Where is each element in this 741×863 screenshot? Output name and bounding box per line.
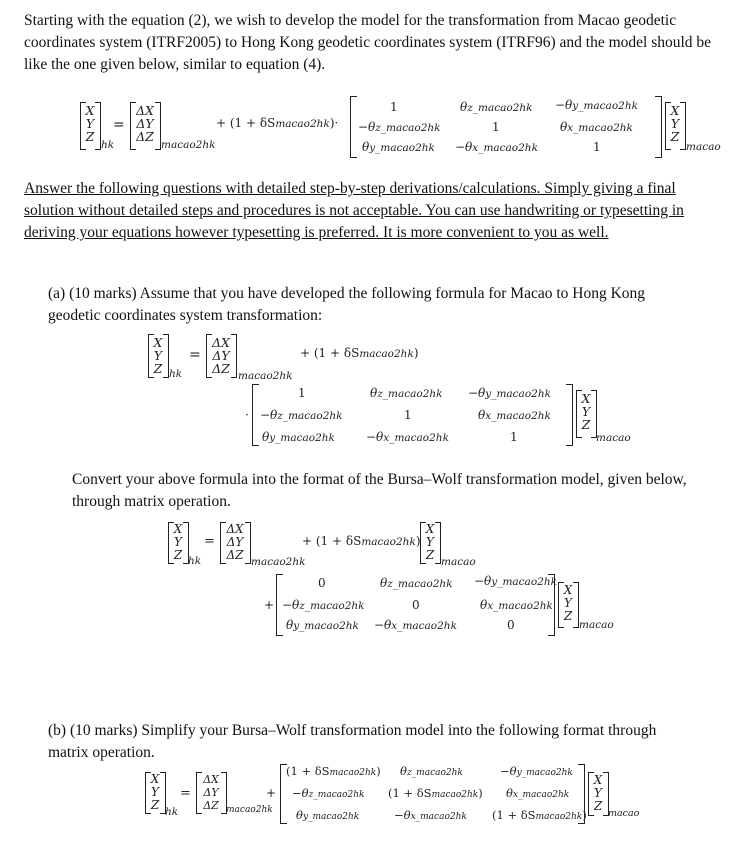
intro-paragraph: Starting with the equation (2), we wish to develop the model for the transformation from Macao geodetic coordinates system (ITRF2005) to Hong Kong geodetic coordinates system (ITRF96) and the model should be like the one given below, similar to equation (4). <box>24 12 712 73</box>
equation-part-a: X Y Z hk = ΔX ΔY ΔZ macao2hk + (1 + δSmacao2hk) · 1 θz_macao2hk −θy_macao2hk −θz_macao2hk 1 θx_macao2hk θy_macao2hk −θx_macao2hk 1 X Y Z macao <box>0 330 741 455</box>
equation-model: X Y Z hk = ΔX ΔY ΔZ macao2hk + (1 + δSmacao2hk)· 1 θz_macao2hk −θy_macao2hk −θz_macao2hk 1 θx_macao2hk θy_macao2hk −θx_macao2hk 1 X Y Z macao <box>0 96 741 160</box>
vector-dxyz: ΔX ΔY ΔZ <box>136 103 154 144</box>
equation-bursa-wolf: X Y Z hk = ΔX ΔY ΔZ macao2hk + (1 + δSmacao2hk) X Y Z macao + 0 θz_macao2hk −θy_macao2hk −θz_macao2hk 0 θx_macao2hk θy_macao2hk −θx_macao2hk 0 X Y Z macao <box>0 518 741 638</box>
part-a-convert-text: Convert your above formula into the format of the Bursa–Wolf transformation model, given below, through matrix operation. <box>72 471 687 510</box>
vector-xyz-hk: X Y Z <box>85 103 95 144</box>
instructions-paragraph: Answer the following questions with detailed step-by-step derivations/calculations. Simply giving a final solution without detailed steps and procedures is not acceptable. You can use handwriting or typesetting in deriving your equations however typesetting is preferred. It is more convenient to you as well. <box>24 180 684 241</box>
part-b-text: (b) (10 marks) Simplify your Bursa–Wolf transformation model into the following format through matrix operation. <box>48 722 657 761</box>
part-a-text: (a) (10 marks) Assume that you have developed the following formula for Macao to Hong Kong geodetic coordinates system transformation: <box>48 285 646 324</box>
equation-part-b: X Y Z hk = ΔX ΔY ΔZ macao2hk + (1 + δSmacao2hk) θz_macao2hk −θy_macao2hk −θz_macao2hk (1 + δSmacao2hk) θx_macao2hk θy_macao2hk −θx_macao2hk (1 + δSmacao2hk) X Y Z macao <box>0 762 741 857</box>
